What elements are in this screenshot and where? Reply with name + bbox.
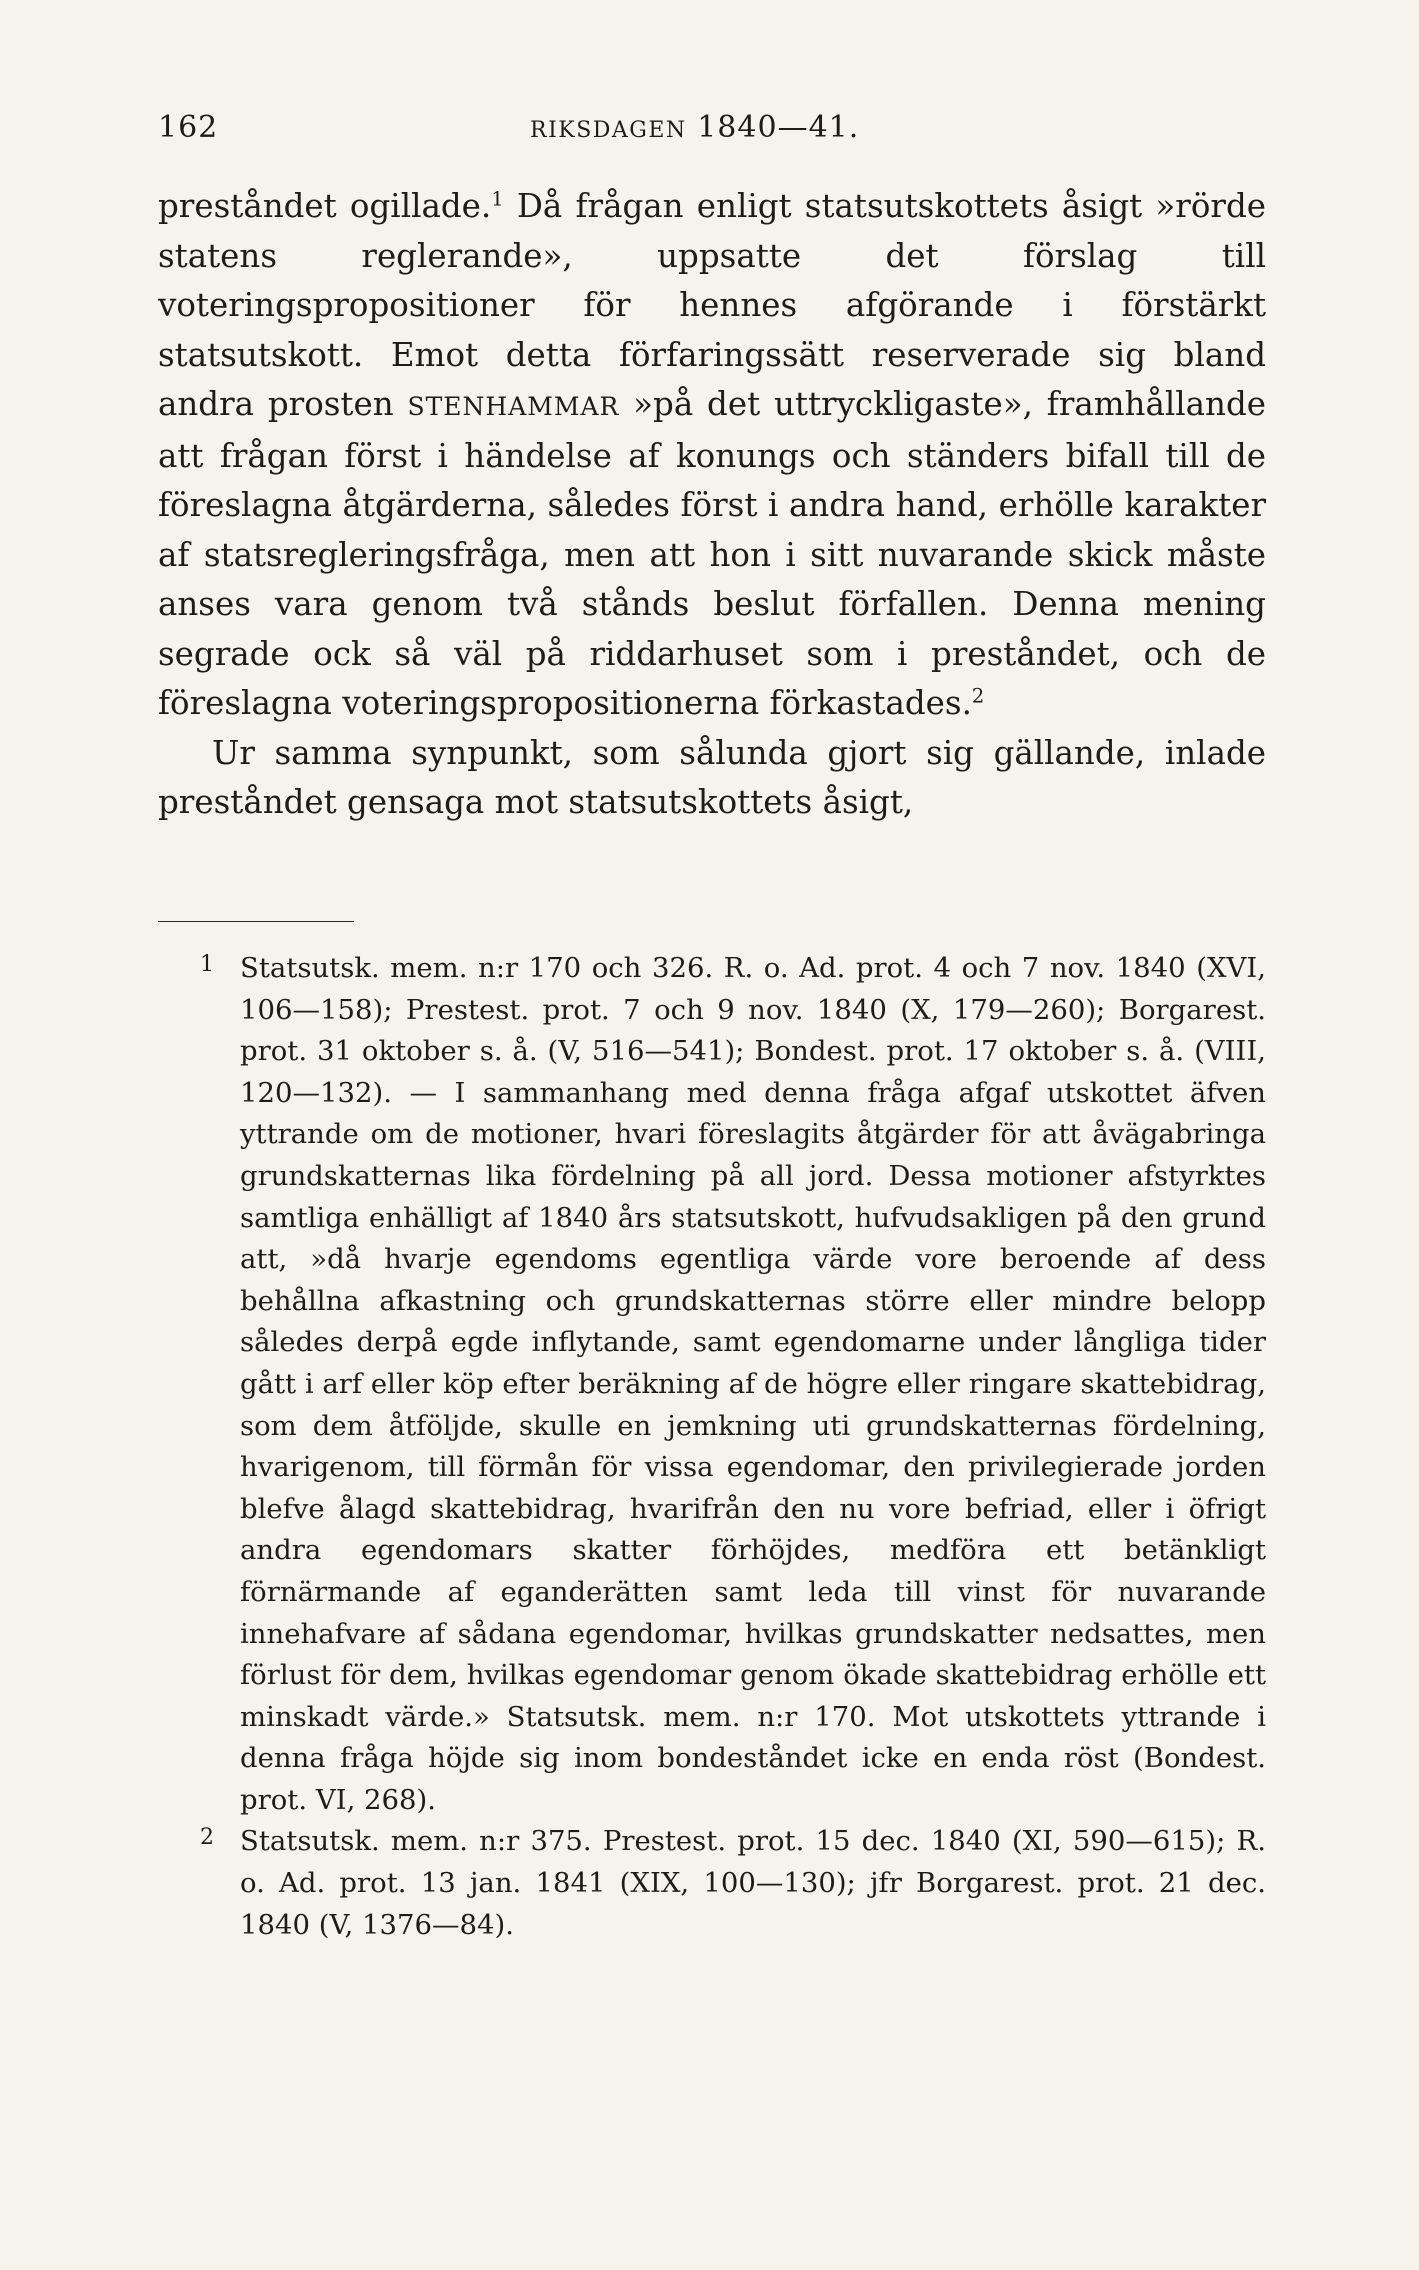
paragraph-1-segment-1: preståndet ogillade. bbox=[158, 187, 492, 225]
footnote-ref-1: 1 bbox=[491, 187, 504, 211]
footnote-1 bbox=[158, 948, 1266, 1821]
footnote-1-text: Statsutsk. mem. n:r 170 och 326. R. o. Ad. prot. 4 och 7 nov. 1840 (XVI, 106—158); Prestest. prot. 7 och 9 nov. 1840 (X, 179—260); Borgarest. prot. 31 oktober s. å. (V, 516—541); Bondest. prot. 17 oktober s. å. (VIII, 120—132). — I sammanhang med denna fråga afgaf utskottet äfven yttrande om de motioner, hvari föreslagits åtgärder för att åvägabringa grundskatternas lika fördelning på all jord. Dessa motioner afstyrktes samtliga enhälligt af 1840 års statsutskott, hufvudsakligen på den grund att, »då hvarje egendoms egentliga värde vore beroende af dess behållna afkastning och grundskatternas större eller mindre belopp således derpå egde inflytande, samt egendomarne under långliga tider gått i arf eller köp efter beräkning af de högre eller ringare skattebidrag, som dem åtföljde, skulle en jemkning uti grundskatternas fördelning, hvarigenom, till förmån för vissa egendomar, den privilegierade jorden blefve ålagd skattebidrag, hvarifrån den nu vore befriad, eller i öfrigt andra egendomars skatter förhöjdes, medföra ett betänkligt förnärmande af eganderätten samt leda till vinst för nuvarande innehafvare af sådana egendomar, hvilkas grundskatter nedsattes, men förlust för dem, hvilkas egendomar genom ökade skattebidrag erhölle ett minskadt värde.» Statsutsk. mem. n:r 170. Mot utskottets yttrande i denna fråga höjde sig inom bondeståndet icke en enda röst (Bondest. prot. VI, 268). bbox=[240, 952, 1266, 1816]
footnotes bbox=[158, 948, 1266, 1946]
running-head bbox=[158, 108, 1266, 148]
footnote-2-text: Statsutsk. mem. n:r 375. Prestest. prot. 15 dec. 1840 (XI, 590—615); R. o. Ad. prot. 13 jan. 1841 (XIX, 100—130); jfr Borgarest. prot. 21 dec. 1840 (V, 1376—84). bbox=[240, 1825, 1266, 1941]
running-title bbox=[530, 108, 859, 151]
paragraph-1-segment-2: Då frågan enligt statsutskottets åsigt »rörde statens reglerande», uppsatte det förslag till voteringspropositioner för hennes afgörande i förstärkt statsutskott. Emot detta förfaringssätt reserverade sig bland andra prosten bbox=[158, 187, 1266, 423]
person-name-smallcaps: STENHAMMAR bbox=[407, 392, 620, 421]
footnote-1-mark: 1 bbox=[200, 952, 214, 977]
running-title-smallcaps: RIKSDAGEN bbox=[530, 118, 687, 143]
running-title-years: 1840—41. bbox=[697, 110, 860, 145]
paragraph-1 bbox=[158, 182, 1266, 729]
footnote-divider bbox=[158, 921, 354, 922]
footnote-2-mark: 2 bbox=[200, 1825, 214, 1851]
paragraph-1-segment-3: »på det uttryckligaste», framhållande att frågan först i händelse af konungs och ständers bifall till de föreslagna åtgärderna, således först i andra hand, erhölle karakter af statsregleringsfråga, men att hon i sitt nuvarande skick måste anses vara genom två stånds beslut förfallen. Denna mening segrade ock så väl på riddarhuset som i preståndet, och de föreslagna voteringspropositionerna förkastades. bbox=[158, 385, 1266, 722]
page-number: 162 bbox=[158, 110, 219, 145]
footnote-ref-2: 2 bbox=[971, 684, 985, 708]
main-text bbox=[158, 182, 1266, 828]
paragraph-2: Ur samma synpunkt, som sålunda gjort sig gällande, inlade preståndet gensaga mot statsutskottets åsigt, bbox=[158, 733, 1266, 821]
footnote-2 bbox=[158, 1821, 1266, 1946]
